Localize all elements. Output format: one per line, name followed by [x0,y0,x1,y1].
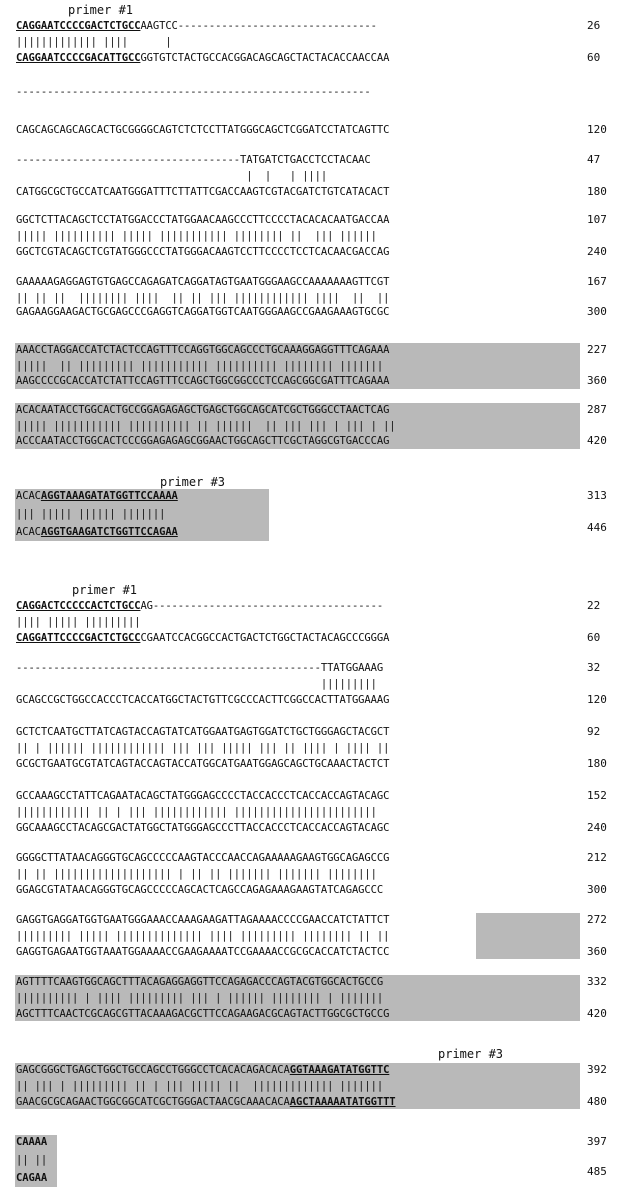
position-number: 240 [587,245,607,258]
primer-3-sequence: GGTAAAGATATGGTTC [289,1064,390,1076]
position-number: 272 [587,913,607,926]
seq-line-top: GGGGCTTATAACAGGGTGCAGCCCCCAAGTACCCAACCAGAAAAAGAAGTGGCAGAGCCG [16,852,390,864]
seq-line-bottom: GGCTCGTACAGCTCGTATGGGCCCTATGGGACAAGTCCTTCCCCTCCTCACAACGACCAG [16,246,390,258]
seq-line-top: GGCTCTTACAGCTCCTATGGACCCTATGGAACAAGCCCTTCCCCTACACACAATGACCAA [16,214,390,226]
seq-line-top: ------------------------------------TATGATCTGACCTCCTACAAC [16,154,371,166]
position-number: 360 [587,374,607,387]
seq-line-bottom: CAGAA [16,1172,48,1184]
position-number: 480 [587,1095,607,1108]
seq-line-bottom: GGCAAAGCCTACAGCGACTATGGCTATGGGAGCCCTTACCACCCTCACCACCAGTACAGC [16,822,390,834]
position-number: 180 [587,185,607,198]
position-number: 332 [587,975,607,988]
position-number: 60 [587,631,601,644]
seq-line-top: ACACAGGTAAAGATATGGTTCCAAAA [16,490,178,502]
seq-line-bottom: GAACGCGCAGAACTGGCGGCATCGCTGGGACTAACGCAAACACAAGCTAAAAATATGGTTT [16,1096,396,1108]
position-number: 313 [587,489,607,502]
position-number: 22 [587,599,601,612]
position-number: 152 [587,789,607,802]
seq-line-bottom: CAGGAATCCCCGACATTGCCGGTGTCTACTGCCACGGACAGCAGCTACTACACCAACCAA [16,52,390,64]
match-line: ||||| ||||||||||| |||||||||| || |||||| || ||| ||| | ||| | || [16,420,396,432]
seq-line-bottom: GCGCTGAATGCGTATCAGTACCAGTACCATGGCATGAATGGAGCAGCTGCAAACTACTCT [16,758,390,770]
seq-line-top: CAAAA [16,1136,48,1148]
position-number: 60 [587,51,601,64]
gap-line: --------------------------------------------------------- [16,86,371,98]
match-line: || || || |||||||| |||| || || ||| |||||||||||| |||| || || [16,292,390,304]
position-number: 212 [587,851,607,864]
primer-1-sequence: CAGGAATCCCCGACTCTGCC [16,20,141,32]
position-number: 92 [587,725,601,738]
primer-3-sequence-bottom: AGCTAAAAATATGGTTT [289,1096,396,1108]
position-number: 287 [587,403,607,416]
position-number: 47 [587,153,601,166]
primer-3-sequence-bottom: AGGTGAAGATCTGGTTCCAGAA [40,526,178,538]
position-number: 392 [587,1063,607,1076]
position-number: 120 [587,123,607,136]
position-number: 300 [587,883,607,896]
position-number: 420 [587,1007,607,1020]
seq-line-top: CAGGAATCCCCGACTCTGCCAAGTCC-------------------------------- [16,20,377,32]
seq-line-bottom: AGCTTTCAACTCGCAGCGTTACAAAGACGCTTCCAGAAGACGCAGTACTTGGCGCTGCCG [16,1008,390,1020]
seq-line-bottom: ACACAGGTGAAGATCTGGTTCCAGAA [16,526,178,538]
match-line: || ||| | ||||||||| || | ||| ||||| || ||||||||||||| ||||||| [16,1080,384,1092]
match-line: | | | |||| [16,170,328,182]
match-line: |||||||||||| || | ||| |||||||||||| ||||||||||||||||||||||| [16,806,377,818]
seq-line-bottom: GGAGCGTATAACAGGGTGCAGCCCCCAGCACTCAGCCAGAGAAAGAAGTATCAGAGCCC [16,884,384,896]
match-line: ||||||||| [16,678,377,690]
match-line: ||||| || ||||||||| ||||||||||| |||||||||| |||||||| ||||||| [16,360,384,372]
seq-line-top: GAGGTGAGGATGGTGAATGGGAAACCAAAGAAGATTAGAAAACCCCGAACCATCTATTCT [16,914,390,926]
position-number: 120 [587,693,607,706]
position-number: 26 [587,19,601,32]
match-line: ||| ||||| |||||| ||||||| [16,508,166,520]
position-number: 485 [587,1165,607,1178]
seq-line-top: ACACAATACCTGGCACTGCCGGAGAGAGCTGAGCTGGCAGCATCGCTGGGCCTAACTCAG [16,404,390,416]
position-number: 397 [587,1135,607,1148]
seq-line-bottom: GAGGTGAGAATGGTAAATGGAAAACCGAAGAAAATCCGAAAACCGCGCACCATCTACTCC [16,946,390,958]
primer-1-label: primer #1 [68,3,134,17]
position-number: 32 [587,661,601,674]
seq-line-bottom: GAGAAGGAAGACTGCGAGCCCGAGGTCAGGATGGTCAATGGGAAGCCGAAGAAAGTGCGC [16,306,390,318]
primer-3-label: primer #3 [438,1047,504,1061]
match-line: ||||||||||||| |||| | [16,36,172,48]
primer-3-label: primer #3 [160,475,226,489]
position-number: 420 [587,434,607,447]
match-line: |||||||||| | |||| ||||||||| ||| | |||||| |||||||| | ||||||| [16,992,384,1004]
match-line: ||||||||| ||||| |||||||||||||| |||| ||||||||| |||||||| || || [16,930,390,942]
seq-line-top: GCCAAAGCCTATTCAGAATACAGCTATGGGAGCCCCTACCACCCTCACCACCAGTACAGC [16,790,390,802]
shaded-region [476,913,580,959]
seq-line-bottom: GCAGCCGCTGGCCACCCTCACCATGGCTACTGTTCGCCCACTTCGGCCACTTATGGAAAG [16,694,390,706]
primer-1-sequence-bottom: CAGGAATCCCCGACATTGCC [16,52,141,64]
position-number: 167 [587,275,607,288]
seq-line-top: CAGGACTCCCCCACTCTGCCAG------------------------------------- [16,600,384,612]
position-number: 446 [587,521,607,534]
position-number: 227 [587,343,607,356]
position-number: 360 [587,945,607,958]
seq-line-top: GAAAAAGAGGAGTGTGAGCCAGAGATCAGGATAGTGAATGGGAAGCCAAAAAAAGTTCGT [16,276,390,288]
primer-3-sequence: AGGTAAAGATATGGTTCCAAAA [40,490,178,502]
seq-line-top: GCTCTCAATGCTTATCAGTACCAGTATCATGGAATGAGTGGATCTGCTGGGAGCTACGCT [16,726,390,738]
seq-line-bottom: AAGCCCCGCACCATCTATTCCAGTTTCCAGCTGGCGGCCCTCCAGCGGCGATTTCAGAAA [16,375,390,387]
primer-1-sequence-bottom: CAGGATTCCCCGACTCTGCC [16,632,141,644]
seq-line-bottom: CAGGATTCCCCGACTCTGCCCGAATCCACGGCCACTGACTCTGGCTACTACAGCCCGGGA [16,632,390,644]
seq-line-bottom: ACCCAATACCTGGCACTCCCGGAGAGAGCGGAACTGGCAGCTTCGCTAGGCGTGACCCAG [16,435,390,447]
seq-line-bottom: CATGGCGCTGCCATCAATGGGATTTCTTATTCGACCAAGTCGTACGATCTGTCATACACT [16,186,390,198]
seq-line-top: AAACCTAGGACCATCTACTCCAGTTTCCAGGTGGCAGCCCTGCAAAGGAGGTTTCAGAAA [16,344,390,356]
seq-line-top: GAGCGGGCTGAGCTGGCTGCCAGCCTGGGCCTCACACAGACACAGGTAAAGATATGGTTC [16,1064,390,1076]
match-line: || || ||||||||||||||||||| | || || ||||||| ||||||| |||||||| [16,868,377,880]
position-number: 240 [587,821,607,834]
primer-1-label: primer #1 [72,583,138,597]
seq-line-top: AGTTTTCAAGTGGCAGCTTTACAGAGGAGGTTCCAGAGACCCAGTACGTGGCACTGCCG [16,976,384,988]
match-line: || || [16,1154,48,1166]
match-line: ||||| |||||||||| ||||| ||||||||||| |||||||| || ||| |||||| [16,230,377,242]
position-number: 300 [587,305,607,318]
position-number: 180 [587,757,607,770]
seq-line-top: -------------------------------------------------TTATGGAAAG [16,662,384,674]
seq-line: CAGCAGCAGCAGCACTGCGGGGCAGTCTCTCCTTATGGGCAGCTCGGATCCTATCAGTTC [16,124,390,136]
match-line: || | |||||| |||||||||||| ||| ||| ||||| ||| || |||| | |||| || [16,742,390,754]
primer-1-sequence: CAGGACTCCCCCACTCTGCC [16,600,141,612]
position-number: 107 [587,213,607,226]
match-line: |||| ||||| ||||||||| [16,616,141,628]
